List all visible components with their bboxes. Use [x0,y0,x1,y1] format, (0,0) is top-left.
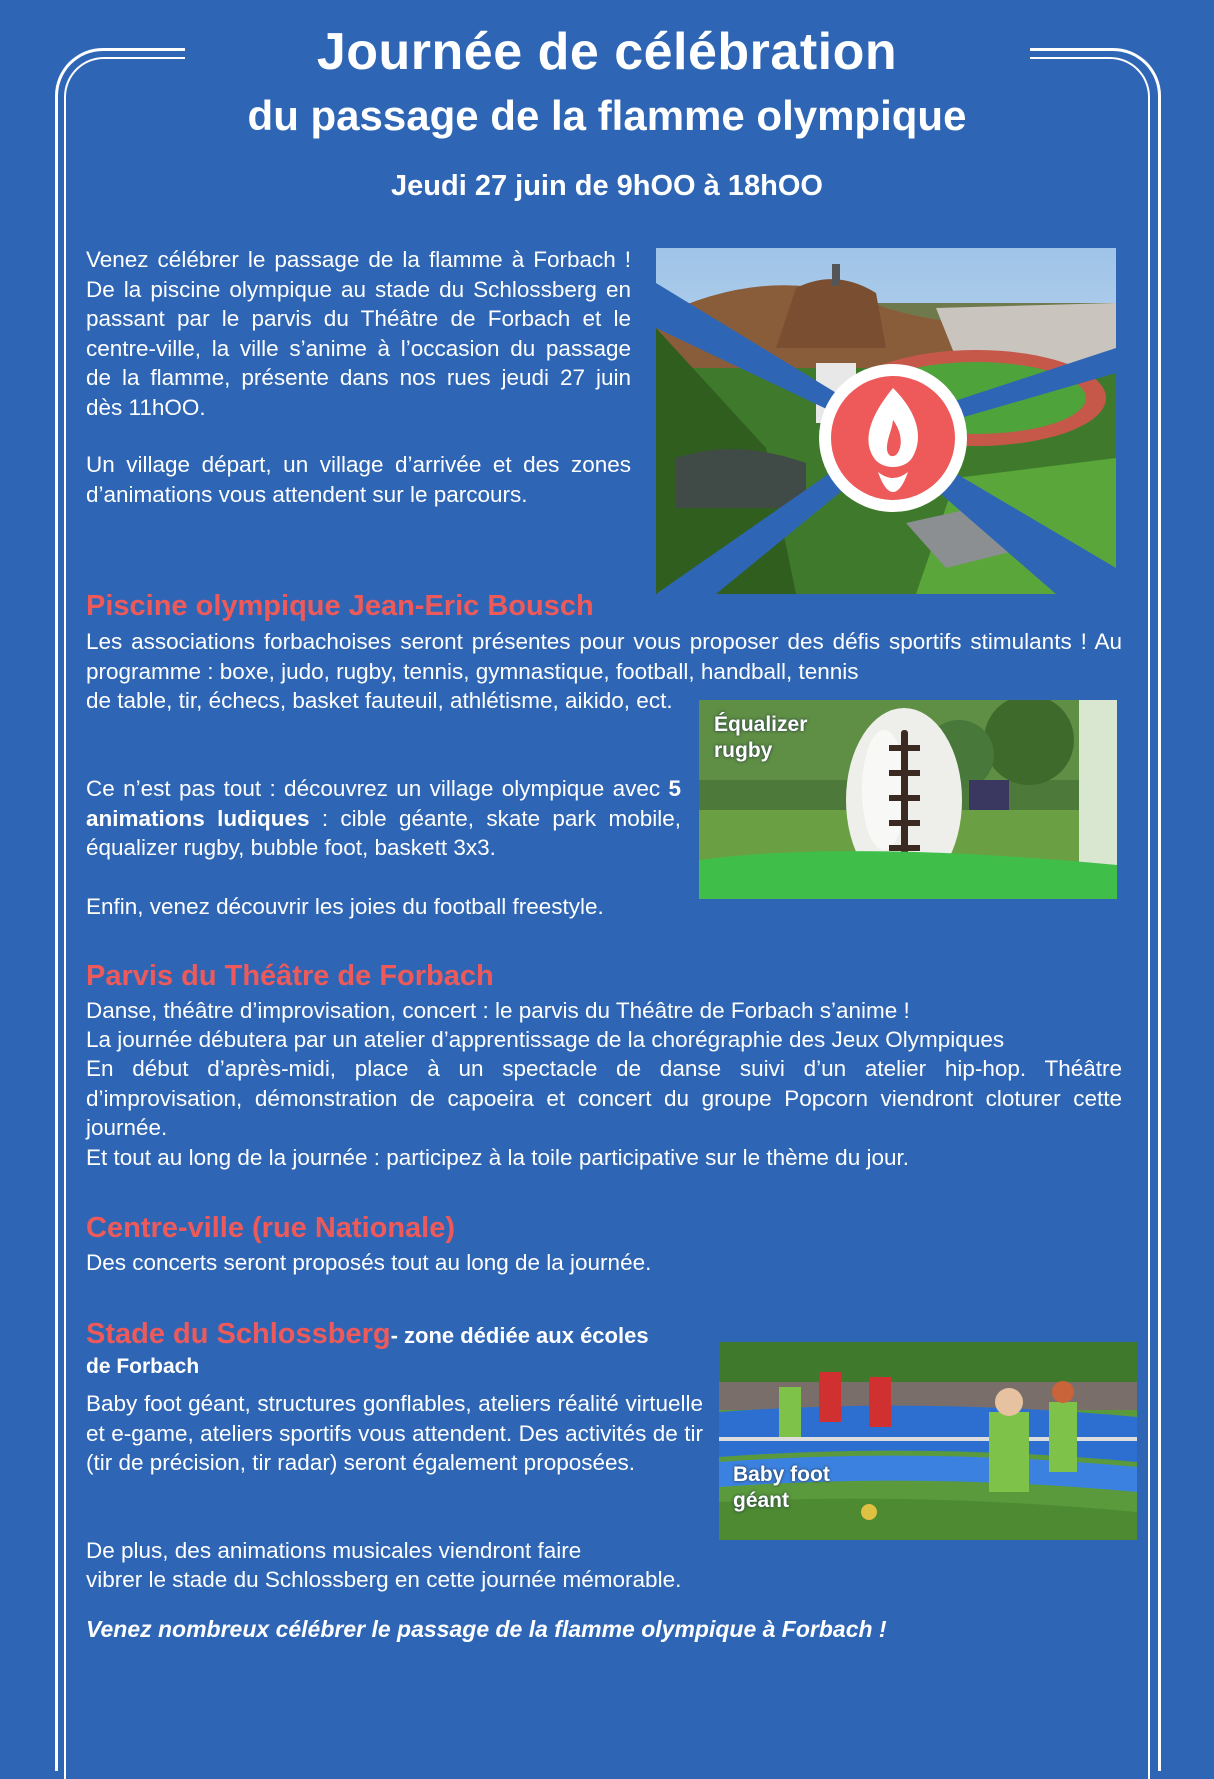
piscine-paragraph-3: Enfin, venez découvrir les joies du football freestyle. [86,894,604,919]
piscine-paragraph-1: Les associations forbachoises seront présentes pour vous proposer des défis sportifs stimulants ! Au programme : boxe, judo, rugby, tennis, gymnastique, football, handball, tennis [86,629,1122,684]
piscine-p2-text-b: : cible géante, skate park mobile, équalizer rugby, bubble foot, baskett 3x3. [86,805,682,860]
piscine-paragraph-2 [86,774,681,863]
parvis-line-4: Et tout au long de la journée : participez à la toile participative sur le thème du jour. [86,1145,909,1170]
section-heading-piscine: Piscine olympique Jean-Eric Bousch [86,590,594,622]
event-date: Jeudi 27 juin de 9hOO à 18hOO [391,170,823,202]
intro-paragraph-2: Un village départ, un village d’arrivée et des zones d’animations vous attendent sur le parcours. [86,452,631,507]
parvis-line-3: En début d’après-midi, place à un spectacle de danse suivi d’un atelier hip-hop. Théâtre d’improvisation, démonstration de capoeira et concert du groupe Popcorn viendront cloturer cette journée. [86,1056,1122,1140]
stade-heading-row [86,1318,711,1351]
rugby-caption-line-1: Équalizer [714,713,808,736]
babyfoot-caption-line-2: géant [733,1489,790,1512]
piscine-p2-bold: 5 animations ludiques [86,776,681,831]
intro-paragraph-1: Venez célébrer le passage de la flamme à Forbach ! De la piscine olympique au stade du Schlossberg en passant par le parvis du Théâtre de Forbach et le centre-ville, la ville s’anime à l’occasion du passage de la flamme, présente dans nos rues jeudi 27 juin dès 11hOO. [86,247,631,420]
stade-paragraph-2a: De plus, des animations musicales viendront faire [86,1538,582,1563]
rugby-caption-line-2: rugby [714,739,773,762]
page-title: Journée de célébration [316,23,898,81]
stade-subheading-b: de Forbach [86,1355,200,1378]
piscine-paragraph-1-rest: de table, tir, échecs, basket fauteuil, athlétisme, aikido, ect. [86,688,673,713]
centre-paragraph: Des concerts seront proposés tout au long de la journée. [86,1250,652,1275]
closing-call-to-action: Venez nombreux célébrer le passage de la flamme olympique à Forbach ! [86,1616,887,1642]
parvis-line-1: Danse, théâtre d’improvisation, concert : le parvis du Théâtre de Forbach s’anime ! [86,998,910,1023]
section-heading-stade: Stade du Schlossberg [86,1318,391,1350]
stade-paragraph-1: Baby foot géant, structures gonflables, ateliers réalité virtuelle et e-game, ateliers sportifs vous attendent. Des activités de tir (tir de précision, tir radar) seront également proposées. [86,1391,703,1475]
page-subtitle: du passage de la flamme olympique [247,92,967,139]
stade-subheading-a: - zone dédiée aux écoles [390,1323,649,1348]
section-heading-centre: Centre-ville (rue Nationale) [86,1212,456,1244]
piscine-p2-text-a: Ce n’est pas tout : découvrez un village olympique avec [86,776,669,801]
section-heading-parvis: Parvis du Théâtre de Forbach [86,960,494,992]
stade-paragraph-2b: vibrer le stade du Schlossberg en cette journée mémorable. [86,1567,682,1592]
babyfoot-caption-line-1: Baby foot [733,1463,830,1486]
parvis-line-2: La journée débutera par un atelier d’apprentissage de la chorégraphie des Jeux Olympiques [86,1027,1005,1052]
babyfoot-photo-caption [733,1462,830,1514]
equalizer-rugby-photo [699,700,1117,899]
rugby-photo-caption [714,712,807,764]
baby-foot-photo [719,1342,1137,1540]
stadium-aerial-photo [656,248,1116,594]
